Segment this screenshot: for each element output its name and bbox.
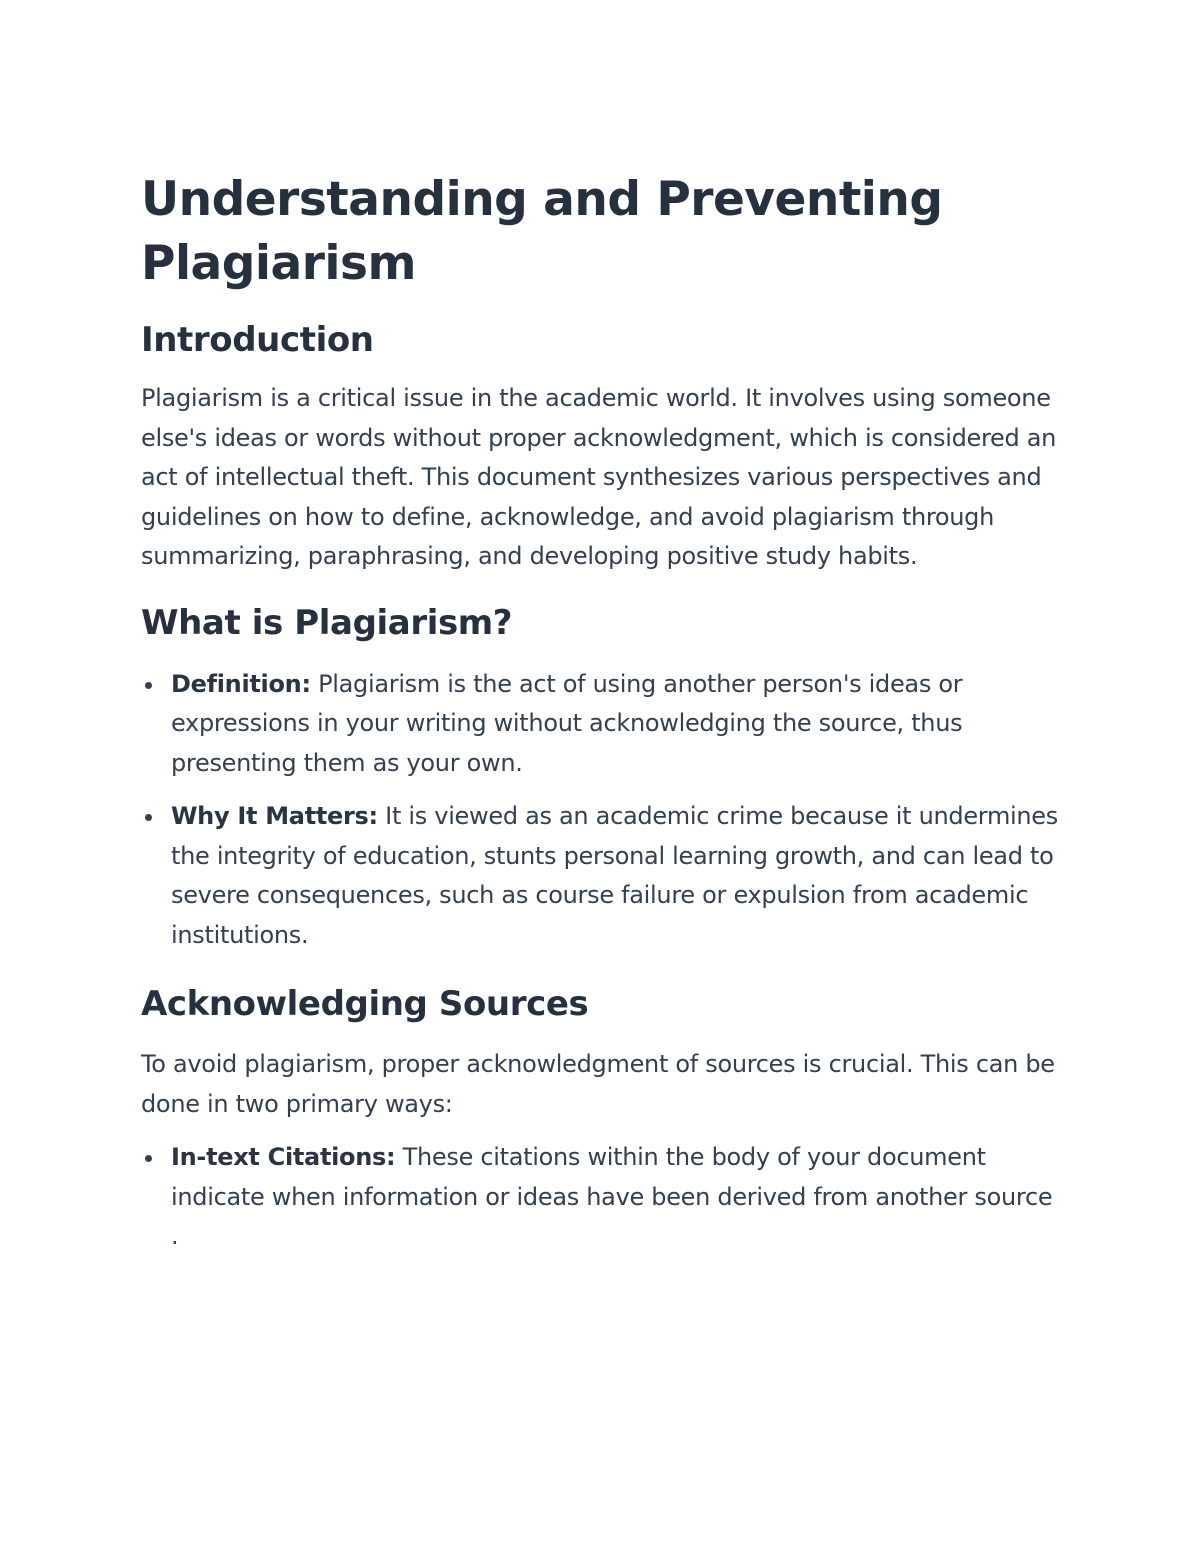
list-item-text: These citations within the body of your document indicate when information or ideas have been derived from another source . — [171, 1143, 1053, 1250]
list-item-text: Plagiarism is the act of using another person's ideas or expressions in your writing without acknowledging the source, thus presenting them as your own. — [171, 669, 963, 777]
list-item — [141, 797, 1061, 955]
document-title: Understanding and Preventing Plagiarism — [141, 172, 943, 291]
acknowledging-sources-list — [141, 1138, 1061, 1257]
list-item-label: In-text Citations: — [171, 1143, 396, 1171]
acknowledging-sources-heading: Acknowledging Sources — [141, 984, 589, 1024]
what-is-plagiarism-heading: What is Plagiarism? — [141, 602, 513, 643]
list-item — [141, 665, 1061, 784]
bullet-icon — [145, 814, 152, 821]
document-page — [141, 168, 1061, 1257]
bullet-icon — [145, 1155, 152, 1162]
introduction-paragraph: Plagiarism is a critical issue in the academic world. It involves using someone else's ideas or words without proper acknowledgment, which is considered an act of intellectual theft. This document synthesizes various perspectives and guidelines on how to define, acknowledge, and avoid plagiarism through summarizing, paraphrasing, and developing positive study habits. — [141, 384, 1057, 570]
list-item — [141, 1138, 1061, 1257]
bullet-icon — [145, 682, 152, 689]
list-item-text: It is viewed as an academic crime because it undermines the integrity of education, stunts personal learning growth, and can lead to severe consequences, such as course failure or expulsion from academic institutions. — [171, 802, 1058, 949]
list-item-label: Why It Matters: — [171, 802, 378, 830]
introduction-heading: Introduction — [141, 320, 374, 360]
list-item-label: Definition: — [171, 669, 311, 698]
acknowledging-sources-paragraph: To avoid plagiarism, proper acknowledgment of sources is crucial. This can be done in two primary ways: — [141, 1050, 1055, 1118]
what-is-plagiarism-list — [141, 665, 1061, 956]
